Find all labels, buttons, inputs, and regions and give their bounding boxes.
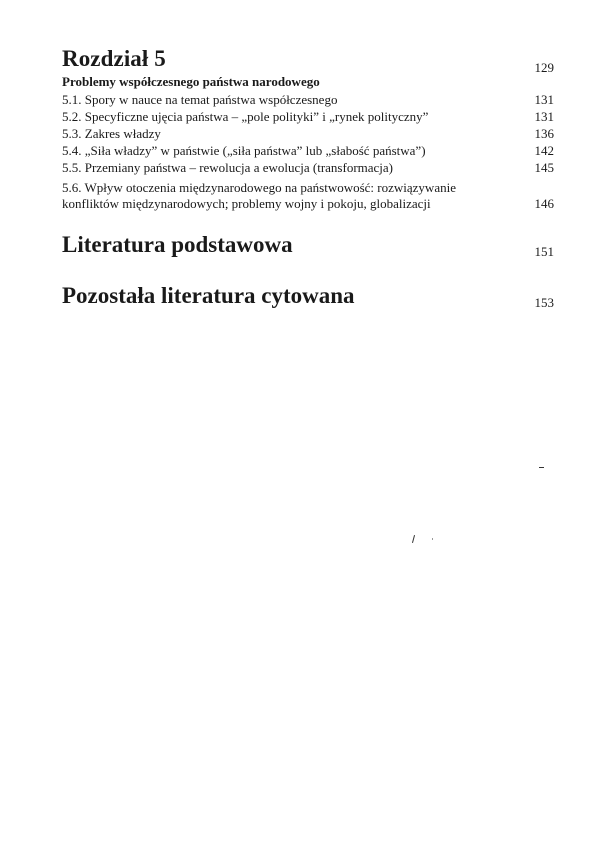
section-row-literatura-podstawowa (62, 232, 554, 258)
chapter-subtitle: Problemy współczesnego państwa narodowego (62, 74, 320, 89)
toc-entry-page: 131 (534, 92, 554, 107)
section-page-number: 151 (534, 244, 554, 259)
toc-entry-text: 5.3. Zakres władzy (62, 126, 161, 141)
toc-entry-text: 5.4. „Siła władzy” w państwie („siła państwa” lub „słabość państwa”) (62, 143, 426, 158)
toc-entry-5-6 (62, 180, 554, 212)
toc-entry-5-2 (62, 109, 554, 125)
toc-entry-page: 146 (534, 196, 554, 211)
toc-entry-5-4 (62, 143, 554, 159)
toc-entry-text: 5.2. Specyficzne ujęcia państwa – „pole polityki” i „rynek polityczny” (62, 109, 429, 124)
toc-entry-line2-row (62, 196, 554, 212)
toc-entry-5-5 (62, 160, 554, 176)
scan-speck (539, 467, 544, 468)
toc-entry-page: 136 (534, 126, 554, 141)
chapter-title: Rozdział 5 (62, 46, 166, 71)
toc-entry-text-line1: 5.6. Wpływ otoczenia międzynarodowego na państwowość: rozwiązywanie (62, 180, 456, 195)
chapter-page-number: 129 (534, 60, 554, 75)
toc-entry-5-1 (62, 92, 554, 108)
toc-entry-page: 131 (534, 109, 554, 124)
section-page-number: 153 (534, 295, 554, 310)
section-title: Literatura podstawowa (62, 232, 293, 257)
toc-entry-5-3 (62, 126, 554, 142)
toc-entry-text: 5.5. Przemiany państwa – rewolucja a ewolucja (transformacja) (62, 160, 394, 175)
toc-entry-page: 145 (534, 160, 554, 175)
section-title: Pozostała literatura cytowana (62, 283, 355, 308)
section-row-pozostala-literatura (62, 283, 554, 309)
toc-entry-text: 5.1. Spory w nauce na temat państwa współczesnego (62, 92, 338, 107)
chapter-heading-row (62, 46, 554, 75)
scan-speck (432, 538, 433, 540)
toc-entry-text-line2: konfliktów międzynarodowych; problemy wojny i pokoju, globalizacji (62, 196, 431, 211)
toc-entry-page: 142 (534, 143, 554, 158)
scan-speck (412, 535, 415, 543)
